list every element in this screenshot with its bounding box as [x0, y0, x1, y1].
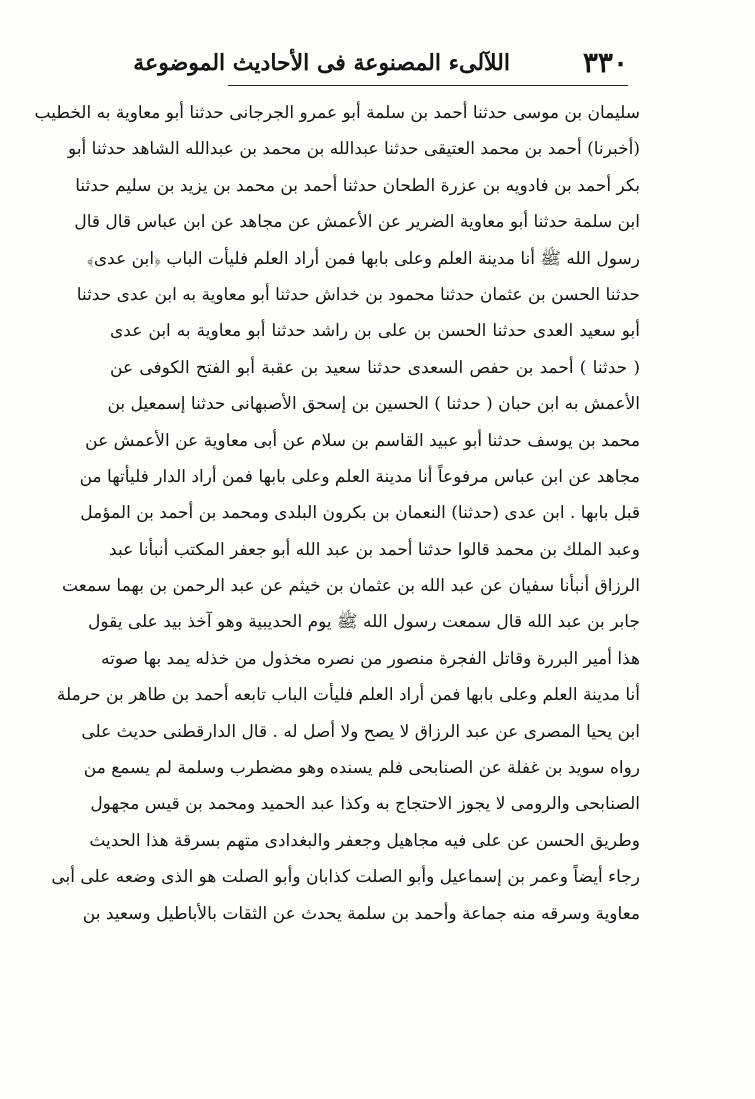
running-title: اللآلىء المصنوعة فى الأحاديث الموضوعة	[133, 50, 510, 76]
text-line: أبو سعيد العدى حدثنا الحسن بن على بن راشد حدثنا أبو معاوية به ابن عدى	[110, 321, 640, 342]
text-line: سليمان بن موسى حدثنا أحمد بن سلمة أبو عمرو الجرجانى حدثنا أبو معاوية به الخطيب	[34, 103, 640, 123]
text-line: وعبد الملك بن محمد قالوا حدثنا أحمد بن عبد الله أبو جعفر المكتب أنبأنا عبد	[109, 539, 640, 560]
text-line: (أخبرنا) أحمد بن محمد العتيقى حدثنا عبدالله بن محمد بن عبدالله الشاهد حدثنا أبو	[68, 139, 640, 160]
page-number: ٣٣٠	[582, 46, 628, 79]
header-rule	[228, 85, 628, 86]
text-line: ( حدثنا ) أحمد بن حفص السعدى حدثنا سعيد بن عقبة أبو الفتح الكوفى عن	[110, 357, 640, 378]
text-line: محمد بن يوسف حدثنا أبو عبيد القاسم بن سلام عن أبى معاوية عن الأعمش عن	[85, 430, 640, 451]
text-line: قبل بابها . ابن عدى (حدثنا) النعمان بن بكرون البلدى ومحمد بن أحمد بن المؤمل	[80, 503, 640, 524]
text-line: معاوية وسرقه منه جماعة وأحمد بن سلمة يحدث عن الثقات بالأباطيل وسعيد بن	[82, 903, 640, 924]
text-line: رجاء أيضاً وعمر بن إسماعيل وأبو الصلت كذابان وأبو الصلت هو الذى وضعه على أبى	[51, 867, 640, 888]
text-line: هذا أمير البررة وقاتل الفجرة منصور من نصره مخذول من خذله يمد بها صوته	[100, 648, 640, 669]
text-line: الأعمش به ابن حبان ( حدثنا ) الحسين بن إسحق الأصبهانى حدثنا إسمعيل بن	[107, 394, 640, 415]
text-line: ابن سلمة حدثنا أبو معاوية الضرير عن الأعمش عن مجاهد عن ابن عباس قال قال	[74, 212, 640, 233]
text-line: وطريق الحسن عن على فيه مجاهيل وجعفر والبغدادى متهم بسرقة هذا الحديث	[89, 830, 640, 851]
text-line: الرزاق أنبأنا سفيان عن عبد الله بن عثمان بن خيثم عن عبد الرحمن بن بهما سمعت	[62, 576, 640, 597]
page-header	[133, 46, 628, 86]
text-line: مجاهد عن ابن عباس مرفوعاً أنا مدينة العلم وعلى بابها فمن أراد الدار فليأتها من	[79, 466, 640, 487]
text-line: بكر أحمد بن فادويه بن عزرة الطحان حدثنا أحمد بن محمد بن يزيد بن سليم حدثنا	[75, 175, 640, 196]
text-line: ابن يحيا المصرى عن عبد الرزاق لا يصح ولا أصل له . قال الدارقطنى حديث على	[81, 721, 640, 742]
body-text	[34, 95, 640, 932]
text-line: رواه سويد بن غفلة عن الصنابحى فلم يسنده وهو مضطرب وسلمة لم يسمع من	[83, 758, 640, 779]
text-line: أنا مدينة العلم وعلى بابها فمن أراد العلم فليأت الباب تابعه أحمد بن طاهر بن حرملة	[56, 685, 640, 706]
text-line: رسول الله ﷺ أنا مدينة العلم وعلى بابها فمن أراد العلم فليأت الباب ﴿ابن عدى﴾	[86, 248, 640, 269]
text-line: الصنابحى والرومى لا يجوز الاحتجاج به وكذا عبد الحميد ومحمد بن قيس مجهول	[90, 794, 640, 815]
text-line: جابر بن عبد الله قال سمعت رسول الله ﷺ يوم الحديبية وهو آخذ بيد على يقول	[87, 612, 640, 633]
text-line: حدثنا الحسن بن عثمان حدثنا محمود بن خداش حدثنا أبو معاوية به ابن عدى حدثنا	[76, 284, 640, 305]
